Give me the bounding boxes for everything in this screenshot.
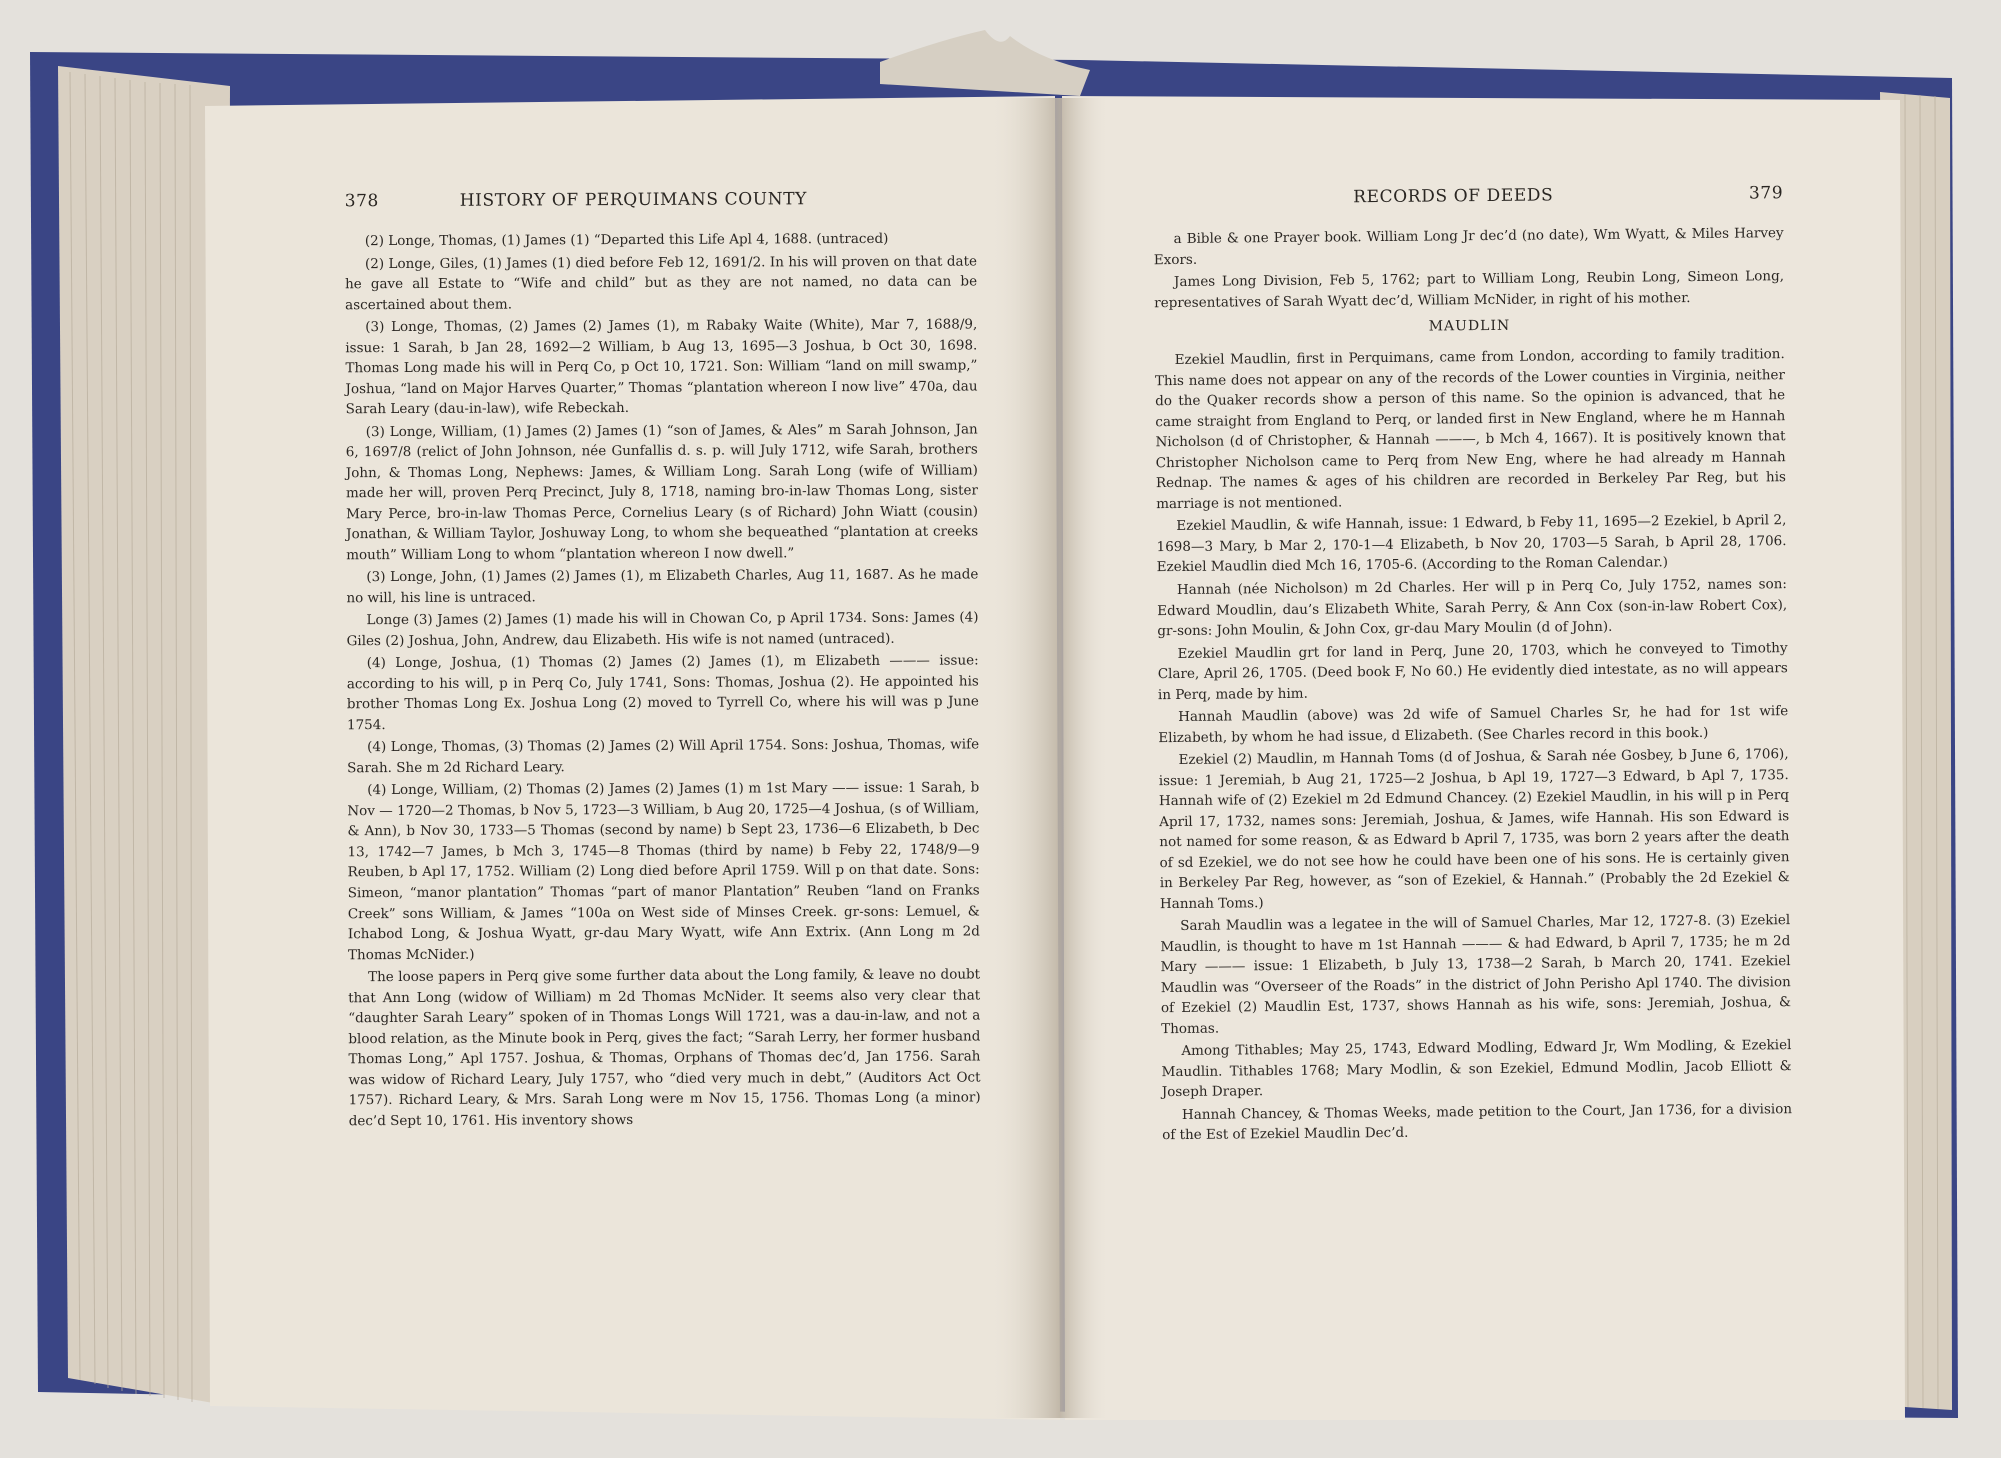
right-paragraph: Hannah Maudlin (above) was 2d wife of Samuel Charles Sr, he had for 1st wife Elizabeth, by whom he had issue, d Elizabeth. (See Charles record in this book.) <box>1158 703 1789 746</box>
right-paragraph: Ezekiel Maudlin, first in Perquimans, came from London, according to family tradition. This name does not appear on any of the records of the Lower counties in Virginia, neither do the Quaker records show a person of this name. So the opinion is advanced, that he came straight from England to Perq, or landed first in New England, where he m Hannah Nicholson (d of Christopher, & Hannah ———, b Mch 4, 1667). It is positively known that Christopher Nicholson came to Perq from New Eng, where he had already m Hannah Rednap. The names & ages of his children are recorded in Berkeley Par Reg, but his marriage is not mentioned. <box>1154 346 1786 513</box>
right-paragraph: Ezekiel Maudlin, & wife Hannah, issue: 1 Edward, b Feby 11, 1695—2 Ezekiel, b April 2, 1698—3 Mary, b Mar 2, 170-1—4 Elizabeth, b Nov 20, 1703—5 Sarah, b April 28, 1706. Ezekiel Maudlin died Mch 16, 1705-6. (According to the Roman Calendar.) <box>1156 512 1787 576</box>
left-running-title: HISTORY OF PERQUIMANS COUNTY <box>459 189 807 211</box>
left-paragraph: (2) Longe, Thomas, (1) James (1) “Departed this Life Apl 4, 1688. (untraced) <box>364 230 889 250</box>
right-paragraph: Hannah Chancey, & Thomas Weeks, made petition to the Court, Jan 1736, for a division of the Est of Ezekiel Maudlin Dec’d. <box>1162 1101 1793 1144</box>
left-paragraph: The loose papers in Perq give some further data about the Long family, & leave no doubt that Ann Long (widow of William) m 2d Thomas McNider. It seems also very clear that “daughter Sarah Leary” spoken of in Thomas Longs Will 1721, was a dau-in-law, and not a blood relation, as the Minute book in Perq, gives the fact; “Sarah Lerry, her former husband Thomas Long,” Apl 1757. Joshua, & Thomas, Orphans of Thomas dec’d, Jan 1756. Sarah was widow of Richard Leary, July 1757, who “died very much in debt,” (Auditors Act Oct 1757). Richard Leary, & Mrs. Sarah Long were m Nov 15, 1756. Thomas Long (a minor) dec’d Sept 10, 1761. His inventory shows <box>348 966 981 1129</box>
right-paragraph: a Bible & one Prayer book. William Long Jr dec’d (no date), Wm Wyatt, & Miles Harvey Exors. <box>1153 225 1784 268</box>
left-paragraph: (3) Longe, Thomas, (2) James (2) James (1), m Rabaky Waite (White), Mar 7, 1688/9, issue: 1 Sarah, b Jan 28, 1692—2 William, b Aug 13, 1695—3 Joshua, b Oct 30, 1698. Thomas Long made his will in Perq Co, p Oct 10, 1721. Son: William “land on mill swamp,” Joshua, “land on Major Harves Quarter,” Thomas “plantation whereon I now live” 470a, dau Sarah Leary (dau-in-law), wife Rebeckah. <box>345 316 978 418</box>
right-running-head <box>1153 181 1783 211</box>
left-paragraph: (4) Longe, Joshua, (1) Thomas (2) James (2) James (1), m Elizabeth ——— issue: according to his will, p in Perq Co, July 1741, Sons: Thomas, Joshua (2). He appointed his brother Thomas Long Ex. Joshua Long (2) moved to Tyrrell Co, where his will was p June 1754. <box>346 652 979 734</box>
left-paragraph: (4) Longe, William, (2) Thomas (2) James (2) James (1) m 1st Mary —— issue: 1 Sarah, b Nov — 1720—2 Thomas, b Nov 5, 1723—3 William, b Aug 20, 1725—4 Joshua, (s of William, & Ann), b Nov 30, 1733—5 Thomas (second by name) b Sept 23, 1736—6 Elizabeth, b Dec 13, 1742—7 James, b Mch 3, 1745—8 Thomas (third by name) b Feby 22, 1748/9—9 Reuben, b Apl 17, 1752. William (2) Long died before April 1759. Will p on that date. Sons: Simeon, “manor plantation” Thomas “part of manor Plantation” Reuben “land on Franks Creek” sons William, & James “100a on West side of Minses Creek. gr-sons: Lemuel, & Ichabod Long, & Joshua Wyatt, gr-dau Mary Wyatt, wife Ann Extrix. (Ann Long m 2d Thomas McNider.) <box>347 779 980 963</box>
right-paragraph: Hannah (née Nicholson) m 2d Charles. Her will p in Perq Co, July 1752, names son: Edward Moudlin, dau’s Elizabeth White, Sarah Perry, & Ann Cox (son-in-law Robert Cox), gr-sons: John Moulin, & John Cox, gr-dau Mary Moulin (d of John). <box>1157 576 1788 640</box>
left-page <box>206 108 1054 1412</box>
right-paragraph: Sarah Maudlin was a legatee in the will of Samuel Charles, Mar 12, 1727-8. (3) Ezekiel Maudlin, is thought to have m 1st Hannah ——— & had Edward, b April 7, 1735; he m 2d Mary ——— issue: 1 Elizabeth, b July 13, 1738—2 Sarah, b March 20, 1741. Ezekiel Maudlin was “Overseer of the Roads” in the district of John Perisho Apl 1740. The division of Ezekiel (2) Maudlin Est, 1737, shows Hannah as his wife, sons: Jeremiah, Joshua, & Thomas. <box>1160 912 1792 1037</box>
left-paragraph: (4) Longe, Thomas, (3) Thomas (2) James (2) Will April 1754. Sons: Joshua, Thomas, wife Sarah. She m 2d Richard Leary. <box>347 736 980 777</box>
right-page <box>1062 84 1919 1422</box>
right-running-title: RECORDS OF DEEDS <box>1353 185 1554 208</box>
right-paragraph: Ezekiel Maudlin grt for land in Perq, June 20, 1703, which he conveyed to Timothy Clare, April 26, 1705. (Deed book F, No 60.) He evidently died intestate, as no will appears in Perq, made by him. <box>1157 639 1788 703</box>
left-running-head <box>345 186 977 213</box>
right-paragraph: Ezekiel (2) Maudlin, m Hannah Toms (d of Joshua, & Sarah née Gosbey, b June 6, 1706), issue: 1 Jeremiah, b Aug 21, 1725—2 Joshua, b Apl 19, 1727—3 Edward, b Apl 7, 1735. Hannah wife of (2) Ezekiel m 2d Edmund Chancey. (2) Ezekiel Maudlin, in his will p in Perq April 17, 1732, names sons: Jeremiah, Joshua, & James, wife Hannah. His son Edward is not named for some reason, & as Edward b April 7, 1735, was born 2 years after the death of sd Ezekiel, we do not see how he could have been one of his sons. He is certainly given in Berkeley Par Reg, however, as “son of Ezekiel, & Hannah.” (Probably the 2d Ezekiel & Hannah Toms.) <box>1158 746 1790 912</box>
left-paragraph: (3) Longe, John, (1) James (2) James (1), m Elizabeth Charles, Aug 11, 1687. As he made no will, his line is untraced. <box>346 566 979 606</box>
right-paragraph: James Long Division, Feb 5, 1762; part to William Long, Reubin Long, Simeon Long, representatives of Sarah Wyatt dec’d, William McNider, in right of his mother. <box>1154 268 1785 311</box>
right-paragraph: Among Tithables; May 25, 1743, Edward Modling, Edward Jr, Wm Modling, & Ezekiel Maudlin. Tithables 1768; Mary Modlin, & son Ezekiel, Edmund Modlin, Jacob Elliott & Joseph Draper. <box>1161 1037 1792 1101</box>
section-title: MAUDLIN <box>1428 317 1511 335</box>
left-paragraph: (2) Longe, Giles, (1) James (1) died before Feb 12, 1691/2. In his will proven on that date he gave all Estate to “Wife and child” but as they are not named, no data can be ascertained about them. <box>345 252 978 313</box>
left-page-edges <box>58 66 230 1405</box>
left-paragraph: (3) Longe, William, (1) James (2) James (1) “son of James, & Ales” m Sarah Johnson, Jan 6, 1697/8 (relict of John Johnson, née Gunfallis d. s. p. will July 1712, wife Sarah, brothers John, & Thomas Long, Nephews: James, & William Long. Sarah Long (wife of William) made her will, proven Perq Precinct, July 8, 1718, naming bro-in-law Thomas Long, sister Mary Perce, bro-in-law Thomas Perce, Cornelius Leary (s of Richard) John Wiatt (cousin) Jonathan, & William Taylor, Joshuway Long, to whom she bequeathed “plantation at creeks mouth” William Long to whom “plantation whereon I now dwell.” <box>345 421 979 563</box>
left-paragraph: Longe (3) James (2) James (1) made his will in Chowan Co, p April 1734. Sons: James (4) Giles (2) Joshua, John, Andrew, dau Elizabeth. His wife is not named (untraced). <box>346 609 979 650</box>
left-page-number: 378 <box>344 191 379 212</box>
right-page-number: 379 <box>1748 183 1784 204</box>
